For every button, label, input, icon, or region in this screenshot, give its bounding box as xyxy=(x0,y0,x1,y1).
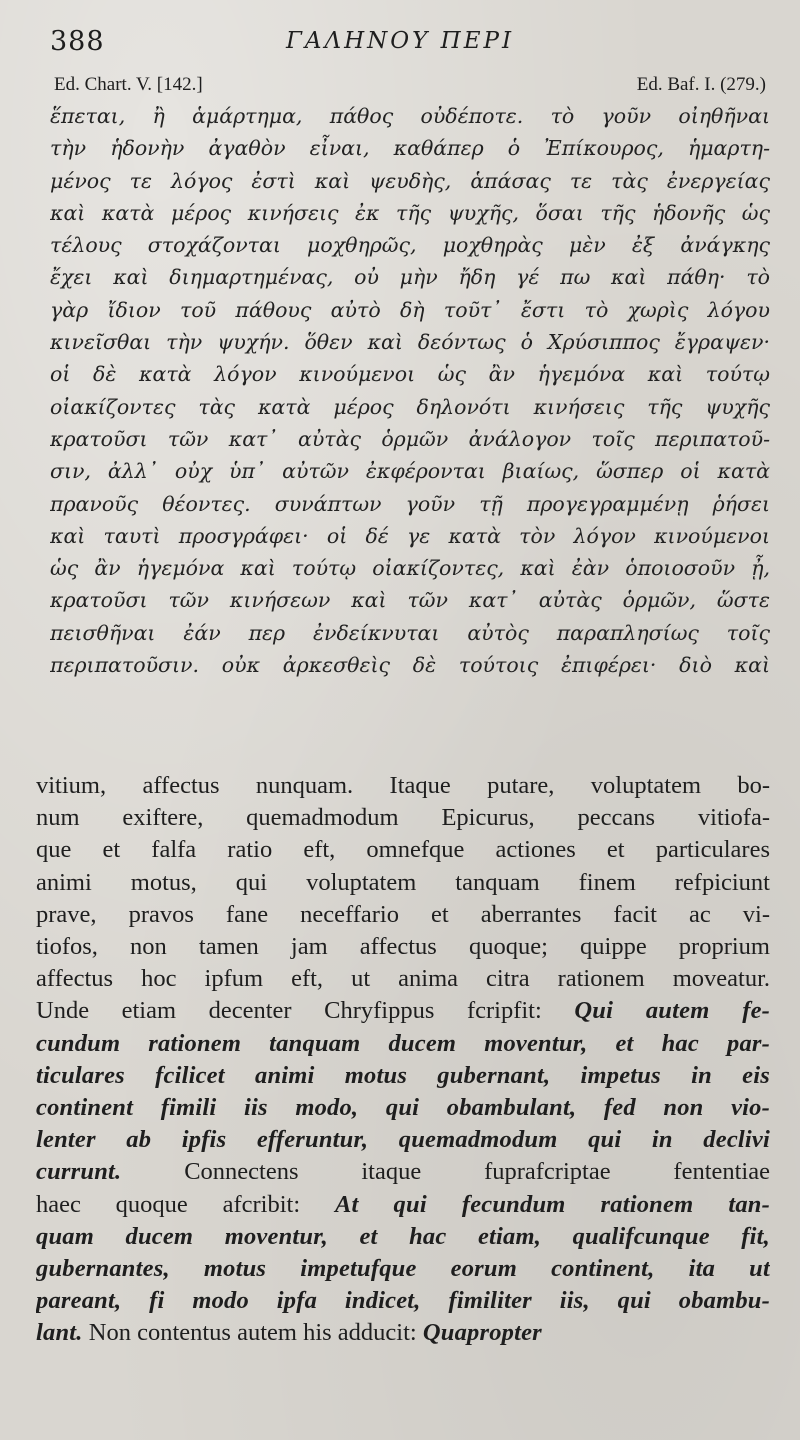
latin-quotation-segment: ticulares fcilicet animi motus gubernant, impetus in eis xyxy=(36,1061,770,1089)
latin-quotation-segment: quam ducem moventur, et hac etiam, qualifcunque fit, xyxy=(36,1222,770,1250)
greek-line: μένος τε λόγος ἐστὶ καὶ ψευδὴς, ἁπάσας τε τὰς ἐνεργείας xyxy=(50,168,770,193)
running-head: ΓΑΛΗΝΟΥ ΠΕΡΙ xyxy=(285,28,515,54)
latin-line xyxy=(36,1124,770,1156)
latin-text-segment: num exiftere, quemadmodum Epicurus, peccans vitiofa- xyxy=(36,804,770,832)
latin-quotation-segment: At qui fecundum rationem tan- xyxy=(334,1190,770,1218)
greek-line: καὶ ταυτὶ προσγράφει· οἱ δέ γε κατὰ τὸν λόγον κινούμενοι xyxy=(50,523,770,548)
latin-line xyxy=(36,931,770,963)
latin-text-segment: Non contentus autem his adducit: xyxy=(82,1319,423,1347)
edition-reference-left: Ed. Chart. V. [142.] xyxy=(54,74,203,95)
latin-text-segment: affectus hoc ipfum eft, ut anima citra rationem moveatur. xyxy=(36,965,770,993)
greek-line: τὴν ἡδονὴν ἀγαθὸν εἶναι, καθάπερ ὁ Ἐπίκουρος, ἡμαρτη- xyxy=(50,136,770,161)
latin-line xyxy=(36,1285,770,1317)
latin-text-block xyxy=(36,770,770,1350)
greek-line: κρατοῦσι τῶν κατ᾽ αὐτὰς ὁρμῶν ἀνάλογον τοῖς περιπατοῦ- xyxy=(50,426,770,451)
latin-quotation-segment: cundum rationem tanquam ducem moventur, et hac par- xyxy=(36,1029,770,1057)
latin-text-segment: Connectens itaque fuprafcriptae fententiae xyxy=(121,1158,770,1186)
latin-text-segment: vitium, affectus nunquam. Itaque putare, voluptatem bo- xyxy=(36,772,770,799)
latin-text-segment: que et falfa ratio eft, omnefque actiones et particulares xyxy=(36,836,770,864)
edition-reference-right: Ed. Baf. I. (279.) xyxy=(636,74,766,95)
latin-text-segment: Unde etiam decenter Chryfippus fcripfit: xyxy=(36,997,575,1025)
latin-text-segment: haec quoque afcribit: xyxy=(36,1190,335,1218)
latin-quotation-segment: pareant, fi modo ipfa indicet, fimiliter iis, qui obambu- xyxy=(36,1287,770,1315)
latin-line xyxy=(36,1092,770,1124)
greek-text-block xyxy=(50,100,770,681)
latin-text-segment: animi motus, qui voluptatem tanquam finem refpiciunt xyxy=(36,868,770,896)
greek-line: ὡς ἂν ἡγεμόνα καὶ τούτῳ οἰακίζοντες, καὶ ἐὰν ὁποιοσοῦν ᾖ, xyxy=(50,556,770,581)
page-number: 388 xyxy=(50,26,105,57)
latin-line xyxy=(36,1221,770,1253)
latin-quotation-segment: gubernantes, motus impetufque eorum continent, ita ut xyxy=(36,1255,770,1283)
latin-line xyxy=(36,1060,770,1092)
latin-line xyxy=(36,1189,770,1221)
greek-line: περιπατοῦσιν. οὐκ ἀρκεσθεὶς δὲ τούτοις ἐπιφέρει· διὸ καὶ xyxy=(50,653,770,678)
latin-quotation-segment: Qui autem fe- xyxy=(574,997,770,1025)
latin-quotation-segment: Quapropter xyxy=(422,1319,542,1347)
latin-quotation-segment: currunt. xyxy=(36,1158,122,1186)
greek-line: κρατοῦσι τῶν κινήσεων καὶ τῶν κατ᾽ αὐτὰς ὁρμῶν, ὥστε xyxy=(50,588,770,613)
greek-line: σιν, ἀλλ᾽ οὐχ ὑπ᾽ αὐτῶν ἐκφέρονται βιαίως, ὥσπερ οἱ κατὰ xyxy=(50,459,770,484)
latin-line xyxy=(36,963,770,995)
latin-quotation-segment: lant. xyxy=(36,1319,83,1347)
latin-line xyxy=(36,1156,770,1188)
latin-line xyxy=(36,1253,770,1285)
latin-line xyxy=(36,899,770,931)
greek-line: ἔχει καὶ διημαρτημένας, οὐ μὴν ἤδη γέ πω καὶ πάθη· τὸ xyxy=(50,265,770,290)
latin-line xyxy=(36,1317,770,1349)
greek-line: καὶ κατὰ μέρος κινήσεις ἐκ τῆς ψυχῆς, ὅσαι τῆς ἡδονῆς ὡς xyxy=(50,200,770,225)
greek-line: τέλους στοχάζονται μοχθηρῶς, μοχθηρὰς μὲν ἐξ ἀνάγκης xyxy=(50,233,770,258)
greek-line: πρανοῦς θέοντες. συνάπτων γοῦν τῇ προγεγραμμένῃ ῥήσει xyxy=(50,491,770,516)
latin-text-segment: tiofos, non tamen jam affectus quoque; quippe proprium xyxy=(36,933,770,961)
greek-line: οἱ δὲ κατὰ λόγον κινούμενοι ὡς ἂν ἡγεμόνα καὶ τούτῳ xyxy=(50,362,770,387)
latin-line xyxy=(36,995,770,1027)
greek-line: πεισθῆναι ἐάν περ ἐνδείκνυται αὐτὸς παραπλησίως τοῖς xyxy=(50,620,770,645)
latin-line xyxy=(36,1028,770,1060)
greek-line: κινεῖσθαι τὴν ψυχήν. ὅθεν καὶ δεόντως ὁ Χρύσιππος ἔγραψεν· xyxy=(50,330,770,355)
latin-line xyxy=(36,867,770,899)
greek-line: ἕπεται, ἢ ἁμάρτημα, πάθος οὐδέποτε. τὸ γοῦν οἰηθῆναι xyxy=(50,104,770,128)
latin-line xyxy=(36,834,770,866)
latin-line xyxy=(36,770,770,802)
greek-line: γὰρ ἴδιον τοῦ πάθους αὐτὸ δὴ τοῦτ᾽ ἔστι τὸ χωρὶς λόγου xyxy=(50,297,770,322)
latin-quotation-segment: lenter ab ipfis efferuntur, quemadmodum qui in declivi xyxy=(36,1126,770,1154)
greek-line: οἰακίζοντες τὰς κατὰ μέρος δηλονότι κινήσεις τῆς ψυχῆς xyxy=(50,394,770,419)
latin-quotation-segment: continent fimili iis modo, qui obambulant, fed non vio- xyxy=(36,1094,770,1122)
latin-line xyxy=(36,802,770,834)
latin-text-segment: prave, pravos fane neceffario et aberrantes facit ac vi- xyxy=(36,900,770,928)
